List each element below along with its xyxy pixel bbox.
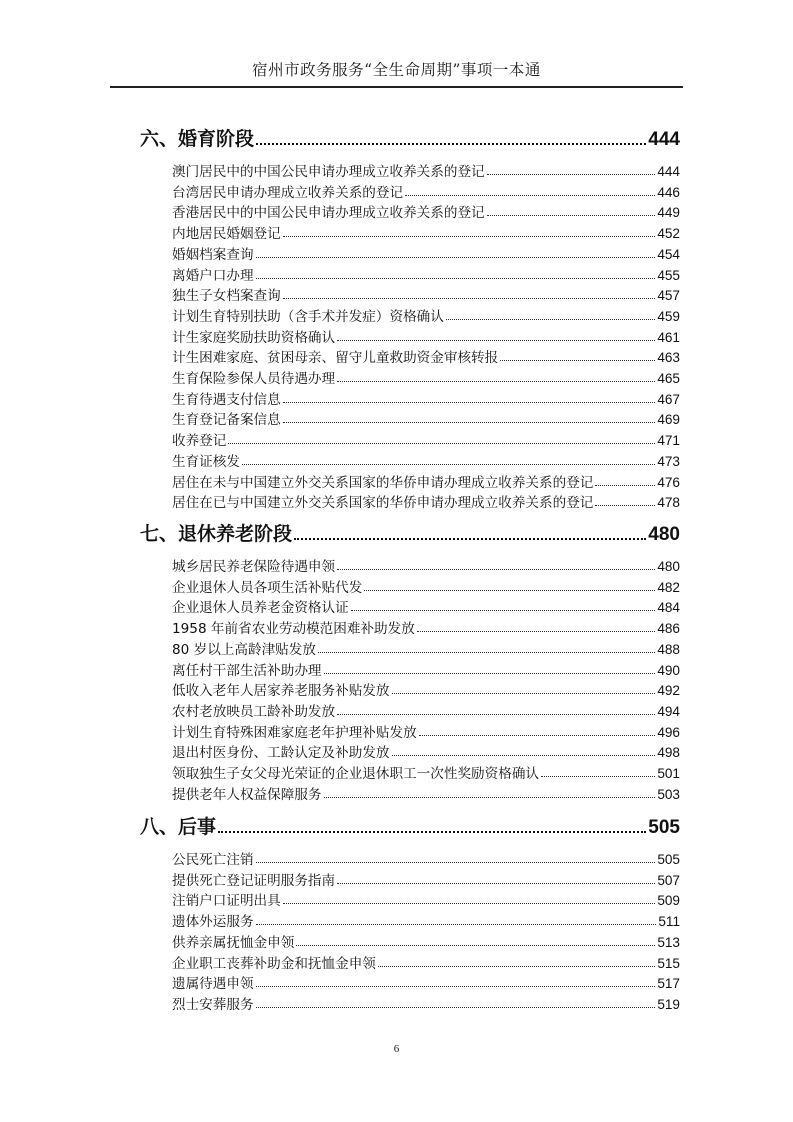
section-title: 七、退休养老阶段 xyxy=(140,523,293,545)
toc-section-heading[interactable] xyxy=(140,124,680,151)
dot-leader xyxy=(296,945,655,946)
entry-page: 501 xyxy=(657,766,680,781)
entry-page: 484 xyxy=(657,600,680,616)
entry-page: 449 xyxy=(657,205,680,221)
toc-entry[interactable] xyxy=(172,762,680,782)
entry-title: 离任村干部生活补助办理 xyxy=(172,662,322,679)
toc-entry[interactable] xyxy=(172,450,680,470)
dot-leader xyxy=(256,143,646,145)
entry-page: 507 xyxy=(657,872,680,888)
entry-title: 澳门居民中的中国公民申请办理成立收养关系的登记 xyxy=(172,164,485,180)
dot-leader xyxy=(392,693,656,694)
entry-title: 台湾居民申请办理成立收养关系的登记 xyxy=(172,184,404,201)
entry-page: 461 xyxy=(657,329,680,345)
entry-page: 473 xyxy=(657,453,680,469)
dot-leader xyxy=(324,673,656,674)
dot-leader xyxy=(318,652,655,653)
entry-title: 生育保险参保人员待遇办理 xyxy=(172,371,336,387)
toc-entry[interactable] xyxy=(172,638,680,658)
entry-title: 遗体外运服务 xyxy=(172,914,254,931)
entry-title: 居住在已与中国建立外交关系国家的华侨申请办理成立收养关系的登记 xyxy=(172,495,594,512)
toc-entry[interactable] xyxy=(172,952,680,972)
entry-page: 446 xyxy=(657,184,680,200)
entry-page: 471 xyxy=(657,433,680,449)
entry-page: 469 xyxy=(657,412,680,428)
entry-title: 内地居民婚姻登记 xyxy=(172,226,281,243)
dot-leader xyxy=(337,381,655,382)
toc-entry[interactable] xyxy=(172,264,680,284)
dot-leader xyxy=(446,319,655,320)
dot-leader xyxy=(405,195,655,196)
dot-leader xyxy=(228,443,655,444)
toc-entry[interactable] xyxy=(172,721,680,741)
toc-entry[interactable] xyxy=(172,993,680,1013)
entry-page: 496 xyxy=(657,724,680,740)
entry-title: 注销户口证明出具 xyxy=(172,893,281,910)
dot-leader xyxy=(487,174,656,175)
toc-entry[interactable] xyxy=(172,783,680,803)
toc-entry[interactable] xyxy=(172,346,680,366)
dot-leader xyxy=(294,538,646,540)
dot-leader xyxy=(256,862,656,863)
dot-leader xyxy=(256,986,656,987)
toc-entry[interactable] xyxy=(172,700,680,720)
entry-page: 480 xyxy=(657,559,680,574)
entry-page: 494 xyxy=(657,703,680,719)
section-page: 444 xyxy=(648,129,680,150)
entry-title: 供养亲属抚恤金申领 xyxy=(172,934,295,951)
dot-leader xyxy=(218,831,646,833)
dot-leader xyxy=(419,735,656,736)
dot-leader xyxy=(256,257,656,258)
toc-entry[interactable] xyxy=(172,305,680,325)
entry-title: 离婚户口办理 xyxy=(172,267,254,284)
entry-title: 计划生育特别扶助（含手术并发症）资格确认 xyxy=(172,308,444,325)
header-rule xyxy=(110,86,683,88)
toc-entry[interactable] xyxy=(172,388,680,408)
dot-leader xyxy=(337,883,655,884)
entry-page: 465 xyxy=(657,371,680,386)
dot-leader xyxy=(283,402,656,403)
entry-page: 517 xyxy=(657,976,680,992)
entry-page: 505 xyxy=(657,852,680,867)
entry-page: 492 xyxy=(657,683,680,699)
dot-leader xyxy=(595,485,655,486)
entry-title: 计生家庭奖励扶助资格确认 xyxy=(172,329,336,346)
entry-page: 478 xyxy=(657,495,680,511)
toc-entry[interactable] xyxy=(172,659,680,679)
toc-entry[interactable] xyxy=(172,555,680,575)
entry-page: 482 xyxy=(657,579,680,595)
toc-entry[interactable] xyxy=(172,679,680,699)
dot-leader xyxy=(324,797,656,798)
entry-title: 生育证核发 xyxy=(172,453,240,470)
section-title: 八、后事 xyxy=(140,816,217,838)
dot-leader xyxy=(337,569,655,570)
dot-leader xyxy=(487,215,656,216)
entry-title: 婚姻档案查询 xyxy=(172,246,254,263)
toc-entry[interactable] xyxy=(172,848,680,868)
dot-leader xyxy=(256,278,656,279)
entry-title: 低收入老年人居家养老服务补贴发放 xyxy=(172,683,390,700)
entry-title: 香港居民中的中国公民申请办理成立收养关系的登记 xyxy=(172,205,485,222)
entry-page: 452 xyxy=(657,226,680,242)
dot-leader xyxy=(256,924,657,925)
entry-page: 459 xyxy=(657,308,680,324)
toc-section-heading[interactable] xyxy=(140,519,680,546)
entry-page: 454 xyxy=(657,246,680,262)
entry-title: 生育登记备案信息 xyxy=(172,412,281,429)
toc-section-heading[interactable] xyxy=(140,812,680,839)
entry-title: 提供死亡登记证明服务指南 xyxy=(172,872,336,889)
dot-leader xyxy=(392,755,656,756)
toc-entry[interactable] xyxy=(172,972,680,992)
running-header: 宿州市政务服务“全生命周期”事项一本通 xyxy=(252,61,541,79)
toc-entry[interactable] xyxy=(172,869,680,889)
dot-leader xyxy=(351,610,656,611)
toc-entry[interactable] xyxy=(172,201,680,221)
entry-title: 遗属待遇申领 xyxy=(172,976,254,993)
entry-page: 490 xyxy=(657,662,680,678)
toc-entry[interactable] xyxy=(172,160,680,180)
dot-leader xyxy=(283,903,656,904)
dot-leader xyxy=(242,464,655,465)
entry-page: 515 xyxy=(657,955,680,971)
entry-page: 503 xyxy=(657,786,680,802)
entry-title: 1958 年前省农业劳动模范困难补助发放 xyxy=(172,621,415,638)
toc-entry[interactable] xyxy=(172,222,680,242)
entry-title: 提供老年人权益保障服务 xyxy=(172,786,322,803)
toc-entry[interactable] xyxy=(172,367,680,387)
entry-title: 企业退休人员各项生活补贴代发 xyxy=(172,579,363,596)
toc-entry[interactable] xyxy=(172,181,680,201)
dot-leader xyxy=(337,340,655,341)
entry-title: 公民死亡注销 xyxy=(172,852,254,868)
toc-entry[interactable] xyxy=(172,408,680,428)
dot-leader xyxy=(337,714,655,715)
entry-page: 509 xyxy=(657,893,680,909)
toc-entry[interactable] xyxy=(172,596,680,616)
section-title: 六、婚育阶段 xyxy=(140,128,255,150)
entry-title: 独生子女档案查询 xyxy=(172,288,281,305)
entry-title: 农村老放映员工龄补助发放 xyxy=(172,703,336,720)
dot-leader xyxy=(417,631,655,632)
entry-page: 463 xyxy=(657,350,680,366)
entry-page: 455 xyxy=(657,267,680,283)
entry-page: 511 xyxy=(658,914,680,930)
toc-entry[interactable] xyxy=(172,889,680,909)
dot-leader xyxy=(595,505,655,506)
dot-leader xyxy=(283,298,656,299)
entry-title: 收养登记 xyxy=(172,433,227,450)
dot-leader xyxy=(500,360,655,361)
page-number: 6 xyxy=(393,1043,400,1055)
entry-title: 企业退休人员养老金资格认证 xyxy=(172,600,349,617)
toc-entry[interactable] xyxy=(172,326,680,346)
toc-entry[interactable] xyxy=(172,617,680,637)
entry-page: 486 xyxy=(657,621,680,637)
entry-page: 488 xyxy=(657,641,680,657)
entry-page: 498 xyxy=(657,745,680,761)
entry-title: 企业职工丧葬补助金和抚恤金申领 xyxy=(172,955,376,972)
dot-leader xyxy=(364,590,655,591)
section-page: 505 xyxy=(648,817,680,838)
toc-entry[interactable] xyxy=(172,284,680,304)
toc-entry[interactable] xyxy=(172,576,680,596)
toc-entry[interactable] xyxy=(172,471,680,491)
entry-page: 476 xyxy=(657,474,680,490)
toc-entry[interactable] xyxy=(172,491,680,511)
entry-title: 居住在未与中国建立外交关系国家的华侨申请办理成立收养关系的登记 xyxy=(172,474,594,491)
entry-title: 城乡居民养老保险待遇申领 xyxy=(172,559,336,575)
entry-title: 烈士安葬服务 xyxy=(172,996,254,1013)
toc-entry[interactable] xyxy=(172,741,680,761)
dot-leader xyxy=(283,236,656,237)
toc-entry[interactable] xyxy=(172,931,680,951)
entry-title: 退出村医身份、工龄认定及补助发放 xyxy=(172,745,390,762)
entry-title: 计生困难家庭、贫困母亲、留守儿童救助资金审核转报 xyxy=(172,350,499,367)
section-page: 480 xyxy=(648,524,680,545)
dot-leader xyxy=(256,1007,656,1008)
entry-title: 领取独生子女父母光荣证的企业退休职工一次性奖励资格确认 xyxy=(172,766,540,782)
toc-entry[interactable] xyxy=(172,910,680,930)
dot-leader xyxy=(541,776,655,777)
entry-title: 计划生育特殊困难家庭老年护理补贴发放 xyxy=(172,724,417,741)
entry-page: 444 xyxy=(657,164,680,179)
entry-title: 80 岁以上高龄津贴发放 xyxy=(172,641,316,658)
entry-title: 生育待遇支付信息 xyxy=(172,391,281,408)
entry-page: 513 xyxy=(657,934,680,950)
dot-leader xyxy=(378,966,655,967)
dot-leader xyxy=(283,422,656,423)
toc-entry[interactable] xyxy=(172,243,680,263)
entry-page: 457 xyxy=(657,288,680,304)
toc-entry[interactable] xyxy=(172,429,680,449)
entry-page: 467 xyxy=(657,391,680,407)
entry-page: 519 xyxy=(657,996,680,1012)
